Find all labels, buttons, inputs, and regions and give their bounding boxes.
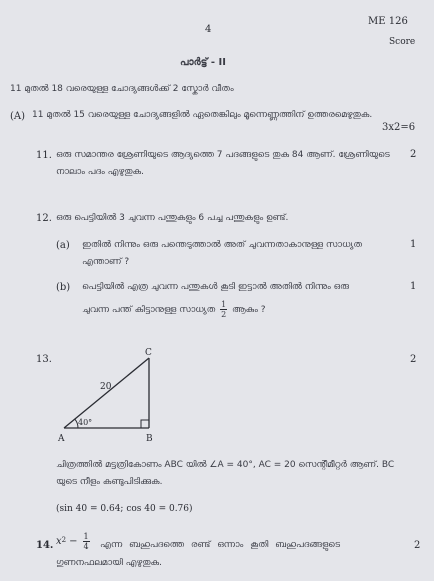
question-12a-line-1: ഇതിൽ നിന്നും ഒരു പന്തെടുത്താൽ അത് ചുവന്നതാകാനുള്ള സാധ്യത — [82, 240, 362, 250]
right-triangle-figure — [54, 344, 164, 444]
vertex-a-label: A — [58, 434, 65, 444]
right-angle-mark — [141, 420, 149, 428]
paper-code: ME 126 — [368, 16, 408, 27]
page-number: 4 — [205, 24, 212, 35]
fraction-denominator: 4 — [83, 542, 89, 551]
part-title: പാർട്ട് - II — [180, 57, 226, 68]
fraction-numerator: 1 — [83, 532, 89, 541]
question-14-expression — [56, 532, 92, 551]
question-12-text: ഒരു പെട്ടിയിൽ 3 ചുവന്ന പന്തുകളും 6 പച്ച പന്തുകളും ഉണ്ട്. — [56, 213, 289, 223]
vertex-c-label: C — [145, 348, 152, 358]
section-a-instruction: 11 മുതൽ 15 വരെയുള്ള ചോദ്യങ്ങളിൽ ഏതെങ്കിലും മൂന്നെണ്ണത്തിന് ഉത്തരമെഴുതുക. — [32, 110, 373, 120]
half-fraction — [220, 300, 227, 319]
question-13-line-1: ചിത്രത്തിൽ മട്ടത്രികോണം ABC യിൽ ∠A = 40°, AC = 20 സെന്റീമീറ്റർ ആണ്. BC — [56, 460, 395, 470]
question-11-number: 11. — [36, 150, 52, 161]
question-11-line-2: നാലാം പദം എഴുതുക. — [56, 167, 144, 177]
question-11-score: 2 — [410, 149, 417, 160]
question-12a-line-2: എന്താണ് ? — [82, 257, 130, 267]
fraction-numerator: 1 — [221, 300, 227, 309]
question-12b-line-2 — [82, 300, 266, 319]
quarter-fraction — [83, 532, 90, 551]
question-13-hint: (sin 40 = 0.64; cos 40 = 0.76) — [56, 504, 193, 514]
question-12b-score: 1 — [410, 281, 417, 292]
question-12b-line-2-end: ആകും ? — [231, 305, 266, 315]
question-13-score: 2 — [410, 354, 417, 365]
score-column-label: Score — [389, 37, 416, 47]
question-12a-label: (a) — [56, 240, 70, 251]
question-12b-line-2-start: ചുവന്ന പന്ത് കിട്ടാനുള്ള സാധ്യത — [82, 305, 216, 315]
question-13-line-2: യുടെ നീളം കണ്ടുപിടിക്കുക. — [56, 477, 163, 487]
part-instruction: 11 മുതൽ 18 വരെയുള്ള ചോദ്യങ്ങൾക്ക് 2 സ്കോർ വീതം — [10, 84, 234, 94]
minus-sign: − — [69, 536, 78, 547]
question-12a-score: 1 — [410, 239, 417, 250]
question-12b-line-1: പെട്ടിയിൽ എത്ര ചുവന്ന പന്തുകൾ കൂടി ഇട്ടാൽ അതിൽ നിന്നും ഒരു — [82, 282, 349, 292]
question-13-number: 13. — [36, 354, 52, 365]
side-ac — [64, 358, 149, 428]
side-ac-length-label: 20 — [100, 382, 112, 392]
section-a-label: (A) — [10, 111, 26, 122]
angle-a-label: 40° — [78, 418, 93, 427]
exponent: 2 — [61, 535, 67, 544]
question-12-number: 12. — [36, 213, 52, 224]
question-14-line-1: എന്ന ബഹുപദത്തെ രണ്ട് ഒന്നാം കൂതി ബഹുപദങ്ങളുടെ — [100, 540, 341, 550]
question-11-line-1: ഒരു സമാന്തര ശ്രേണിയുടെ ആദ്യത്തെ 7 പദങ്ങളുടെ തുക 84 ആണ്. ശ്രേണിയുടെ — [56, 150, 390, 160]
question-14-line-2: ഗുണനഫലമായി എഴുതുക. — [56, 558, 162, 568]
fraction-denominator: 2 — [221, 310, 227, 319]
question-14-score: 2 — [414, 540, 421, 551]
question-12b-label: (b) — [56, 282, 71, 293]
vertex-b-label: B — [146, 434, 153, 444]
section-a-marks: 3x2=6 — [382, 122, 416, 133]
question-14-number: 14. — [36, 540, 54, 551]
variable-x: x — [56, 536, 62, 547]
